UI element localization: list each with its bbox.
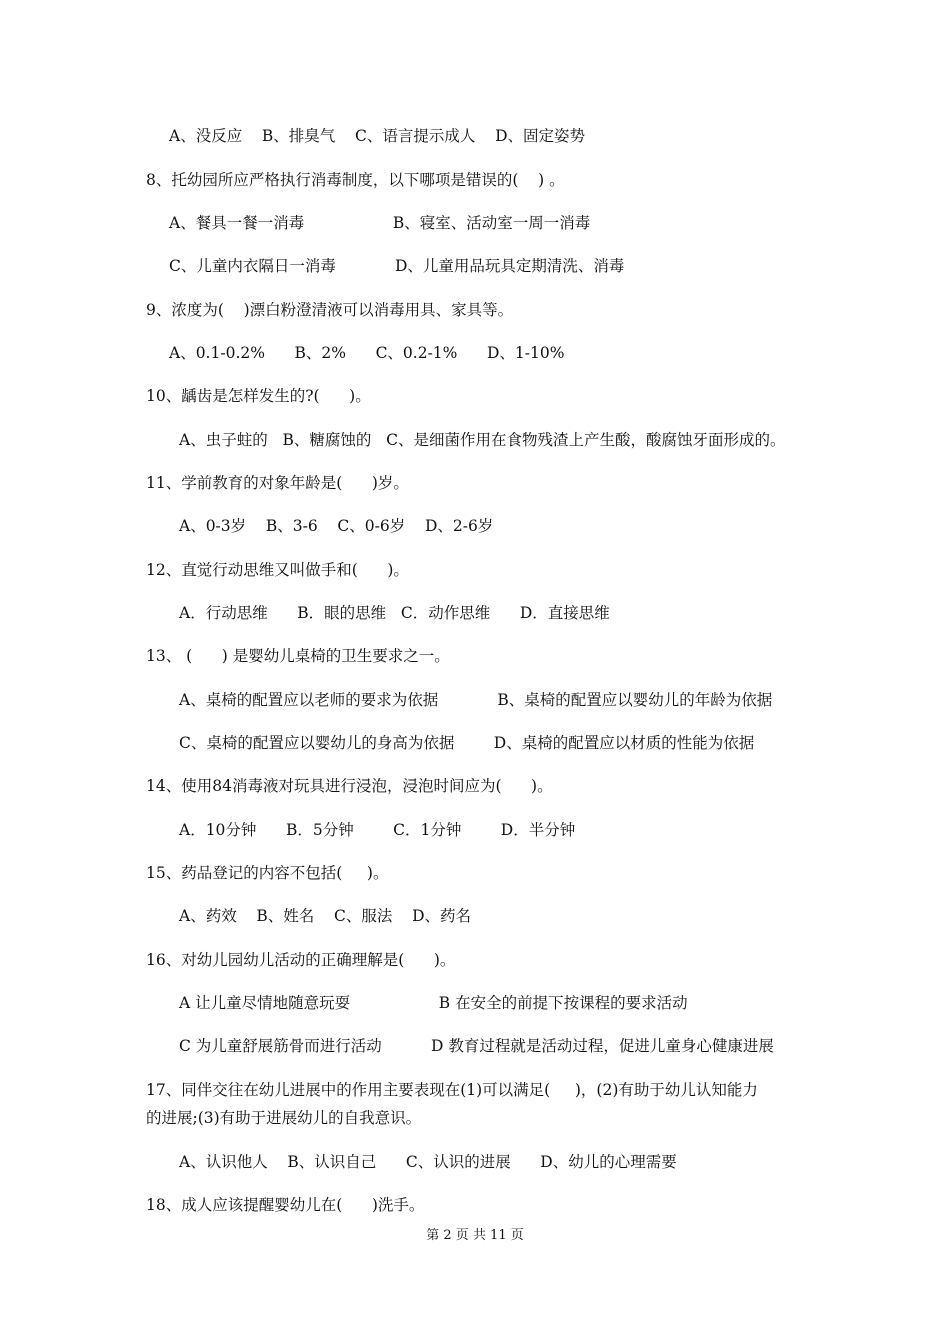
question-13: 13、 ( ) 是婴幼儿桌椅的卫生要求之一。 — [146, 647, 450, 665]
q13-options-ab: A、桌椅的配置应以老师的要求为依据 B、桌椅的配置应以婴幼儿的年龄为依据 — [179, 691, 773, 709]
question-12: 12、直觉行动思维又叫做手和( )。 — [146, 561, 409, 579]
question-16: 16、对幼儿园幼儿活动的正确理解是( )。 — [146, 951, 456, 969]
question-14: 14、使用84消毒液对玩具进行浸泡，浸泡时间应为( )。 — [146, 777, 553, 795]
q10-options: A、虫子蛀的 B、糖腐蚀的 C、是细菌作用在食物残渣上产生酸，酸腐蚀牙面形成的。 — [179, 431, 786, 449]
q9-options: A、0.1-0.2% B、2% C、0.2-1% D、1-10% — [169, 344, 565, 362]
q8-options-cd: C、儿童内衣隔日一消毒 D、儿童用品玩具定期清洗、消毒 — [169, 257, 625, 275]
question-17-continued: 的进展;(3)有助于进展幼儿的自我意识。 — [146, 1109, 422, 1127]
question-8: 8、托幼园所应严格执行消毒制度，以下哪项是错误的( ) 。 — [146, 171, 565, 189]
question-10: 10、龋齿是怎样发生的?( )。 — [146, 387, 371, 405]
q13-options-cd: C、桌椅的配置应以婴幼儿的身高为依据 D、桌椅的配置应以材质的性能为依据 — [179, 734, 755, 752]
page-footer: 第 2 页 共 11 页 — [426, 1228, 524, 1243]
question-18: 18、成人应该提醒婴幼儿在( )洗手。 — [146, 1196, 425, 1214]
q14-options: A．10分钟 B．5分钟 C．1分钟 D．半分钟 — [179, 821, 576, 839]
question-11: 11、学前教育的对象年龄是( )岁。 — [146, 474, 409, 492]
q11-options: A、0-3岁 B、3-6 C、0-6岁 D、2-6岁 — [179, 517, 494, 535]
q15-options: A、药效 B、姓名 C、服法 D、药名 — [179, 907, 471, 925]
question-15: 15、药品登记的内容不包括( )。 — [146, 864, 389, 882]
question-17: 17、同伴交往在幼儿进展中的作用主要表现在(1)可以满足( )，(2)有助于幼儿认知能力 — [146, 1081, 758, 1099]
q7-options: A、没反应 B、排臭气 C、语言提示成人 D、固定姿势 — [169, 127, 585, 145]
q16-options-cd: C 为儿童舒展筋骨而进行活动 D 教育过程就是活动过程，促进儿童身心健康进展 — [179, 1037, 774, 1055]
q16-options-ab: A 让儿童尽情地随意玩耍 B 在安全的前提下按课程的要求活动 — [179, 994, 688, 1012]
q12-options: A．行动思维 B．眼的思维 C．动作思维 D．直接思维 — [179, 604, 610, 622]
q17-options: A、认识他人 B、认识自己 C、认识的进展 D、幼儿的心理需要 — [179, 1153, 677, 1171]
q8-options-ab: A、餐具一餐一消毒 B、寝室、活动室一周一消毒 — [169, 214, 591, 232]
question-9: 9、浓度为( )漂白粉澄清液可以消毒用具、家具等。 — [146, 301, 514, 319]
